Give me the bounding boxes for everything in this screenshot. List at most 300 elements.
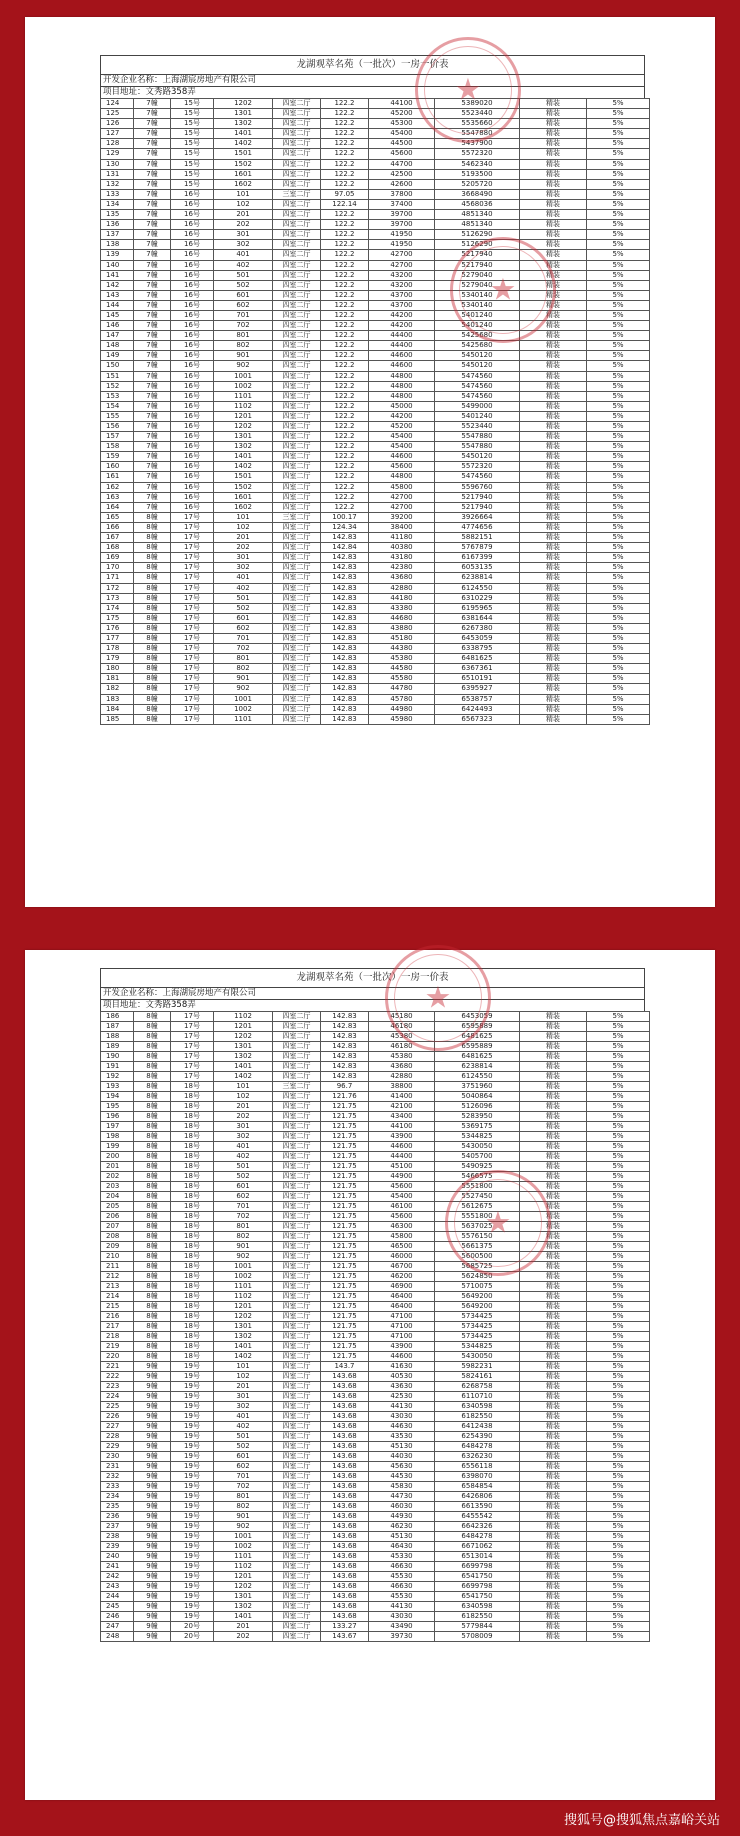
table-cell: 8幢: [134, 1282, 171, 1292]
table-cell: 精装: [520, 714, 587, 724]
table-cell: 5430050: [435, 1142, 520, 1152]
table-cell: 5%: [587, 169, 650, 179]
table-cell: 5%: [587, 1232, 650, 1242]
table-cell: 15号: [171, 149, 214, 159]
table-row: [101, 1162, 650, 1172]
table-cell: 37400: [369, 199, 435, 209]
table-cell: 5126290: [435, 230, 520, 240]
table-cell: 8幢: [134, 714, 171, 724]
table-cell: 140: [101, 260, 134, 270]
table-cell: 5%: [587, 1132, 650, 1142]
table-cell: 1001: [214, 371, 273, 381]
table-cell: 9幢: [134, 1592, 171, 1602]
table-cell: 121.75: [321, 1352, 369, 1362]
table-cell: 5%: [587, 654, 650, 664]
table-row: [101, 411, 650, 421]
table-cell: 16号: [171, 452, 214, 462]
table-cell: 8幢: [134, 553, 171, 563]
table-cell: 143: [101, 290, 134, 300]
table-cell: 46630: [369, 1582, 435, 1592]
table-cell: 5%: [587, 714, 650, 724]
table-cell: 四室二厅: [273, 1112, 321, 1122]
table-cell: 四室二厅: [273, 1192, 321, 1202]
table-cell: 150: [101, 361, 134, 371]
table-cell: 5369175: [435, 1122, 520, 1132]
table-cell: 7幢: [134, 119, 171, 129]
table-cell: 四室二厅: [273, 1042, 321, 1052]
table-cell: 45600: [369, 1212, 435, 1222]
table-cell: 四室二厅: [273, 149, 321, 159]
table-cell: 187: [101, 1022, 134, 1032]
table-cell: 8幢: [134, 1302, 171, 1312]
table-row: [101, 391, 650, 401]
table-cell: 202: [101, 1172, 134, 1182]
table-cell: 146: [101, 321, 134, 331]
table-cell: 16号: [171, 280, 214, 290]
table-cell: 四室二厅: [273, 1372, 321, 1382]
table-cell: 17号: [171, 1052, 214, 1062]
table-cell: 602: [214, 1192, 273, 1202]
table-cell: 四室二厅: [273, 159, 321, 169]
table-cell: 142.83: [321, 553, 369, 563]
table-cell: 精装: [520, 522, 587, 532]
table-cell: 5401240: [435, 411, 520, 421]
table-cell: 217: [101, 1322, 134, 1332]
table-cell: 247: [101, 1622, 134, 1632]
table-cell: 7幢: [134, 290, 171, 300]
table-cell: 9幢: [134, 1472, 171, 1482]
table-cell: 7幢: [134, 502, 171, 512]
table-cell: 8幢: [134, 1052, 171, 1062]
table-cell: 6367361: [435, 664, 520, 674]
table-cell: 16号: [171, 381, 214, 391]
table-cell: 三室二厅: [273, 189, 321, 199]
table-row: [101, 351, 650, 361]
table-cell: 5%: [587, 472, 650, 482]
table-cell: 精装: [520, 603, 587, 613]
table-cell: 8幢: [134, 522, 171, 532]
table-cell: 802: [214, 1502, 273, 1512]
table-cell: 5600500: [435, 1252, 520, 1262]
table-row: [101, 1312, 650, 1322]
table-row: [101, 1182, 650, 1192]
table-cell: 四室二厅: [273, 1452, 321, 1462]
table-cell: 5217940: [435, 250, 520, 260]
table-cell: 9幢: [134, 1442, 171, 1452]
table-cell: 40530: [369, 1372, 435, 1382]
table-cell: 5040864: [435, 1092, 520, 1102]
table-cell: 8幢: [134, 1102, 171, 1112]
table-cell: 7幢: [134, 300, 171, 310]
table-cell: 122.2: [321, 462, 369, 472]
table-cell: 143.68: [321, 1462, 369, 1472]
table-cell: 158: [101, 442, 134, 452]
table-cell: 18号: [171, 1132, 214, 1142]
table-cell: 121.75: [321, 1142, 369, 1152]
table-cell: 122.2: [321, 169, 369, 179]
table-cell: 精装: [520, 1352, 587, 1362]
table-cell: 精装: [520, 674, 587, 684]
table-cell: 17号: [171, 694, 214, 704]
table-cell: 8幢: [134, 1322, 171, 1332]
table-cell: 5%: [587, 1212, 650, 1222]
table-cell: 18号: [171, 1322, 214, 1332]
table-cell: 19号: [171, 1612, 214, 1622]
table-cell: 181: [101, 674, 134, 684]
table-cell: 162: [101, 482, 134, 492]
table-cell: 195: [101, 1102, 134, 1112]
table-cell: 精装: [520, 310, 587, 320]
table-cell: 6254390: [435, 1432, 520, 1442]
table-cell: 5340140: [435, 290, 520, 300]
table-cell: 四室二厅: [273, 1592, 321, 1602]
table-cell: 8幢: [134, 1222, 171, 1232]
table-cell: 5499000: [435, 401, 520, 411]
table-row: [101, 109, 650, 119]
table-cell: 218: [101, 1332, 134, 1342]
table-cell: 1201: [214, 1022, 273, 1032]
table-cell: 5%: [587, 1262, 650, 1272]
table-cell: 15号: [171, 129, 214, 139]
table-cell: 精装: [520, 139, 587, 149]
table-row: [101, 1482, 650, 1492]
table-cell: 19号: [171, 1592, 214, 1602]
table-cell: 17号: [171, 1072, 214, 1082]
table-cell: 5527450: [435, 1192, 520, 1202]
table-cell: 16号: [171, 220, 214, 230]
table-cell: 5%: [587, 603, 650, 613]
table-row: [101, 1242, 650, 1252]
table-row: [101, 422, 650, 432]
table-row: [101, 260, 650, 270]
table-cell: 44400: [369, 341, 435, 351]
table-cell: 5%: [587, 1442, 650, 1452]
table-cell: 19号: [171, 1562, 214, 1572]
table-cell: 201: [101, 1162, 134, 1172]
table-cell: 122.2: [321, 502, 369, 512]
table-cell: 43200: [369, 280, 435, 290]
table-cell: 5283950: [435, 1112, 520, 1122]
table-row: [101, 1112, 650, 1122]
table-cell: 5474560: [435, 371, 520, 381]
table-cell: 7幢: [134, 99, 171, 109]
table-cell: 15号: [171, 139, 214, 149]
table-cell: 精装: [520, 1512, 587, 1522]
table-cell: 精装: [520, 593, 587, 603]
table-cell: 901: [214, 1512, 273, 1522]
table-cell: 19号: [171, 1552, 214, 1562]
table-cell: 701: [214, 310, 273, 320]
table-row: [101, 1272, 650, 1282]
table-cell: 45580: [369, 674, 435, 684]
table-row: [101, 1152, 650, 1162]
table-cell: 19号: [171, 1392, 214, 1402]
table-cell: 5%: [587, 1252, 650, 1262]
watermark-text: 搜狐号@搜狐焦点嘉峪关站: [563, 1813, 720, 1828]
table-cell: 192: [101, 1072, 134, 1082]
table-row: [101, 1132, 650, 1142]
table-cell: 精装: [520, 1242, 587, 1252]
table-row: [101, 1522, 650, 1532]
table-cell: 501: [214, 270, 273, 280]
table-cell: 四室二厅: [273, 1092, 321, 1102]
table-cell: 8幢: [134, 573, 171, 583]
table-cell: 精装: [520, 1342, 587, 1352]
table-cell: 8幢: [134, 644, 171, 654]
table-cell: 197: [101, 1122, 134, 1132]
table-cell: 46700: [369, 1262, 435, 1272]
table-cell: 176: [101, 623, 134, 633]
table-cell: 45380: [369, 1052, 435, 1062]
table-cell: 5%: [587, 674, 650, 684]
table-row: [101, 321, 650, 331]
table-cell: 15号: [171, 169, 214, 179]
table-cell: 5572320: [435, 462, 520, 472]
table-cell: 44700: [369, 159, 435, 169]
table-cell: 6541750: [435, 1592, 520, 1602]
table-cell: 160: [101, 462, 134, 472]
table-cell: 5547880: [435, 432, 520, 442]
table-cell: 5%: [587, 1402, 650, 1412]
table-cell: 45780: [369, 694, 435, 704]
table-cell: 18号: [171, 1332, 214, 1342]
table-cell: 6268758: [435, 1382, 520, 1392]
table-cell: 四室二厅: [273, 1512, 321, 1522]
table-cell: 四室二厅: [273, 422, 321, 432]
table-cell: 精装: [520, 1332, 587, 1342]
table-row: [101, 442, 650, 452]
table-cell: 四室二厅: [273, 502, 321, 512]
table-cell: 精装: [520, 644, 587, 654]
table-cell: 142.83: [321, 1012, 369, 1022]
table-cell: 121.75: [321, 1312, 369, 1322]
table-cell: 精装: [520, 1112, 587, 1122]
table-row: [101, 1592, 650, 1602]
table-cell: 43180: [369, 553, 435, 563]
table-cell: 6538757: [435, 694, 520, 704]
table-cell: 147: [101, 331, 134, 341]
table-cell: 402: [214, 583, 273, 593]
table-cell: 7幢: [134, 169, 171, 179]
table-cell: 5767879: [435, 543, 520, 553]
table-cell: 101: [214, 189, 273, 199]
table-cell: 1601: [214, 169, 273, 179]
table-cell: 39200: [369, 512, 435, 522]
table-cell: 7幢: [134, 260, 171, 270]
table-cell: 7幢: [134, 361, 171, 371]
table-row: [101, 290, 650, 300]
table-cell: 精装: [520, 1322, 587, 1332]
table-row: [101, 1572, 650, 1582]
table-cell: 5%: [587, 1502, 650, 1512]
table-cell: 122.2: [321, 159, 369, 169]
table-cell: 902: [214, 361, 273, 371]
table-cell: 6484278: [435, 1442, 520, 1452]
table-cell: 四室二厅: [273, 1142, 321, 1152]
table-cell: 四室二厅: [273, 351, 321, 361]
table-cell: 四室二厅: [273, 371, 321, 381]
table-cell: 142.83: [321, 704, 369, 714]
table-cell: 四室二厅: [273, 432, 321, 442]
table-cell: 9幢: [134, 1372, 171, 1382]
table-cell: 1302: [214, 1602, 273, 1612]
table-cell: 6510191: [435, 674, 520, 684]
table-cell: 5%: [587, 331, 650, 341]
table-cell: 8幢: [134, 1062, 171, 1072]
table-cell: 6481625: [435, 1032, 520, 1042]
table-cell: 四室二厅: [273, 1292, 321, 1302]
table-row: [101, 623, 650, 633]
table-cell: 44780: [369, 684, 435, 694]
table-cell: 149: [101, 351, 134, 361]
table-cell: 16号: [171, 321, 214, 331]
table-cell: 四室二厅: [273, 1562, 321, 1572]
table-cell: 17号: [171, 1032, 214, 1042]
table-cell: 16号: [171, 270, 214, 280]
table-cell: 121.75: [321, 1282, 369, 1292]
table-cell: 18号: [171, 1302, 214, 1312]
table-cell: 42100: [369, 1102, 435, 1112]
table-cell: 7幢: [134, 472, 171, 482]
table-cell: 201: [214, 533, 273, 543]
table-row: [101, 1102, 650, 1112]
table-cell: 44130: [369, 1602, 435, 1612]
table-cell: 6584854: [435, 1482, 520, 1492]
table-cell: 1301: [214, 1042, 273, 1052]
table-cell: 41180: [369, 533, 435, 543]
table-cell: 121.75: [321, 1122, 369, 1132]
table-cell: 601: [214, 1182, 273, 1192]
table-cell: 901: [214, 674, 273, 684]
table-cell: 188: [101, 1032, 134, 1042]
table-cell: 17号: [171, 654, 214, 664]
table-cell: 44530: [369, 1472, 435, 1482]
table-cell: 5661375: [435, 1242, 520, 1252]
table-cell: 19号: [171, 1432, 214, 1442]
table-cell: 四室二厅: [273, 1472, 321, 1482]
table-cell: 17号: [171, 633, 214, 643]
table-row: [101, 1582, 650, 1592]
table-cell: 7幢: [134, 391, 171, 401]
table-cell: 45380: [369, 654, 435, 664]
table-cell: 143.68: [321, 1452, 369, 1462]
table-row: [101, 99, 650, 109]
table-cell: 702: [214, 1212, 273, 1222]
table-cell: 122.2: [321, 351, 369, 361]
table-cell: 四室二厅: [273, 119, 321, 129]
table-cell: 精装: [520, 1542, 587, 1552]
table-cell: 121.75: [321, 1192, 369, 1202]
table-cell: 9幢: [134, 1362, 171, 1372]
table-cell: 143.68: [321, 1472, 369, 1482]
table-cell: 902: [214, 684, 273, 694]
table-cell: 9幢: [134, 1502, 171, 1512]
table-cell: 7幢: [134, 331, 171, 341]
table-cell: 6481625: [435, 1052, 520, 1062]
table-cell: 精装: [520, 492, 587, 502]
table-row: [101, 452, 650, 462]
table-cell: 701: [214, 1202, 273, 1212]
table-cell: 8幢: [134, 543, 171, 553]
table-cell: 244: [101, 1592, 134, 1602]
table-cell: 5%: [587, 573, 650, 583]
table-cell: 17号: [171, 593, 214, 603]
table-cell: 精装: [520, 260, 587, 270]
table-row: [101, 1602, 650, 1612]
table-cell: 46500: [369, 1242, 435, 1252]
table-cell: 143.68: [321, 1392, 369, 1402]
table-cell: 9幢: [134, 1382, 171, 1392]
table-cell: 44730: [369, 1492, 435, 1502]
table-cell: 四室二厅: [273, 280, 321, 290]
table-cell: 17号: [171, 543, 214, 553]
table-cell: 178: [101, 644, 134, 654]
table-cell: 6481625: [435, 654, 520, 664]
table-cell: 精装: [520, 1162, 587, 1172]
table-cell: 101: [214, 1362, 273, 1372]
table-cell: 5%: [587, 240, 650, 250]
table-cell: 精装: [520, 1062, 587, 1072]
table-cell: 9幢: [134, 1452, 171, 1462]
table-cell: 145: [101, 310, 134, 320]
table-cell: 5523440: [435, 109, 520, 119]
table-cell: 5%: [587, 593, 650, 603]
table-cell: 5%: [587, 341, 650, 351]
table-cell: 精装: [520, 694, 587, 704]
table-cell: 精装: [520, 422, 587, 432]
table-cell: 精装: [520, 1372, 587, 1382]
table-cell: 142.83: [321, 1022, 369, 1032]
table-cell: 44400: [369, 331, 435, 341]
table-cell: 19号: [171, 1602, 214, 1612]
table-cell: 45630: [369, 1462, 435, 1472]
table-cell: 7幢: [134, 381, 171, 391]
table-cell: 精装: [520, 250, 587, 260]
table-cell: 802: [214, 1232, 273, 1242]
table-row: [101, 331, 650, 341]
table-cell: 17号: [171, 583, 214, 593]
table-cell: 402: [214, 1422, 273, 1432]
table-cell: 四室二厅: [273, 664, 321, 674]
table-cell: 143.68: [321, 1532, 369, 1542]
table-cell: 5%: [587, 633, 650, 643]
table-cell: 45400: [369, 1192, 435, 1202]
table-cell: 227: [101, 1422, 134, 1432]
table-cell: 四室二厅: [273, 633, 321, 643]
table-cell: 四室二厅: [273, 654, 321, 664]
table-row: [101, 573, 650, 583]
table-cell: 602: [214, 1462, 273, 1472]
table-cell: 精装: [520, 452, 587, 462]
table-cell: 精装: [520, 1362, 587, 1372]
table-cell: 7幢: [134, 139, 171, 149]
table-cell: 232: [101, 1472, 134, 1482]
table-cell: 46300: [369, 1222, 435, 1232]
table-cell: 127: [101, 129, 134, 139]
table-cell: 45180: [369, 1012, 435, 1022]
table-cell: 5%: [587, 1242, 650, 1252]
table-cell: 5535660: [435, 119, 520, 129]
table-cell: 122.2: [321, 230, 369, 240]
table-cell: 121.75: [321, 1162, 369, 1172]
table-cell: 302: [214, 1402, 273, 1412]
table-row: [101, 1142, 650, 1152]
table-cell: 精装: [520, 280, 587, 290]
table-cell: 四室二厅: [273, 462, 321, 472]
table-cell: 5217940: [435, 260, 520, 270]
table-cell: 5430050: [435, 1352, 520, 1362]
table-cell: 精装: [520, 1152, 587, 1162]
